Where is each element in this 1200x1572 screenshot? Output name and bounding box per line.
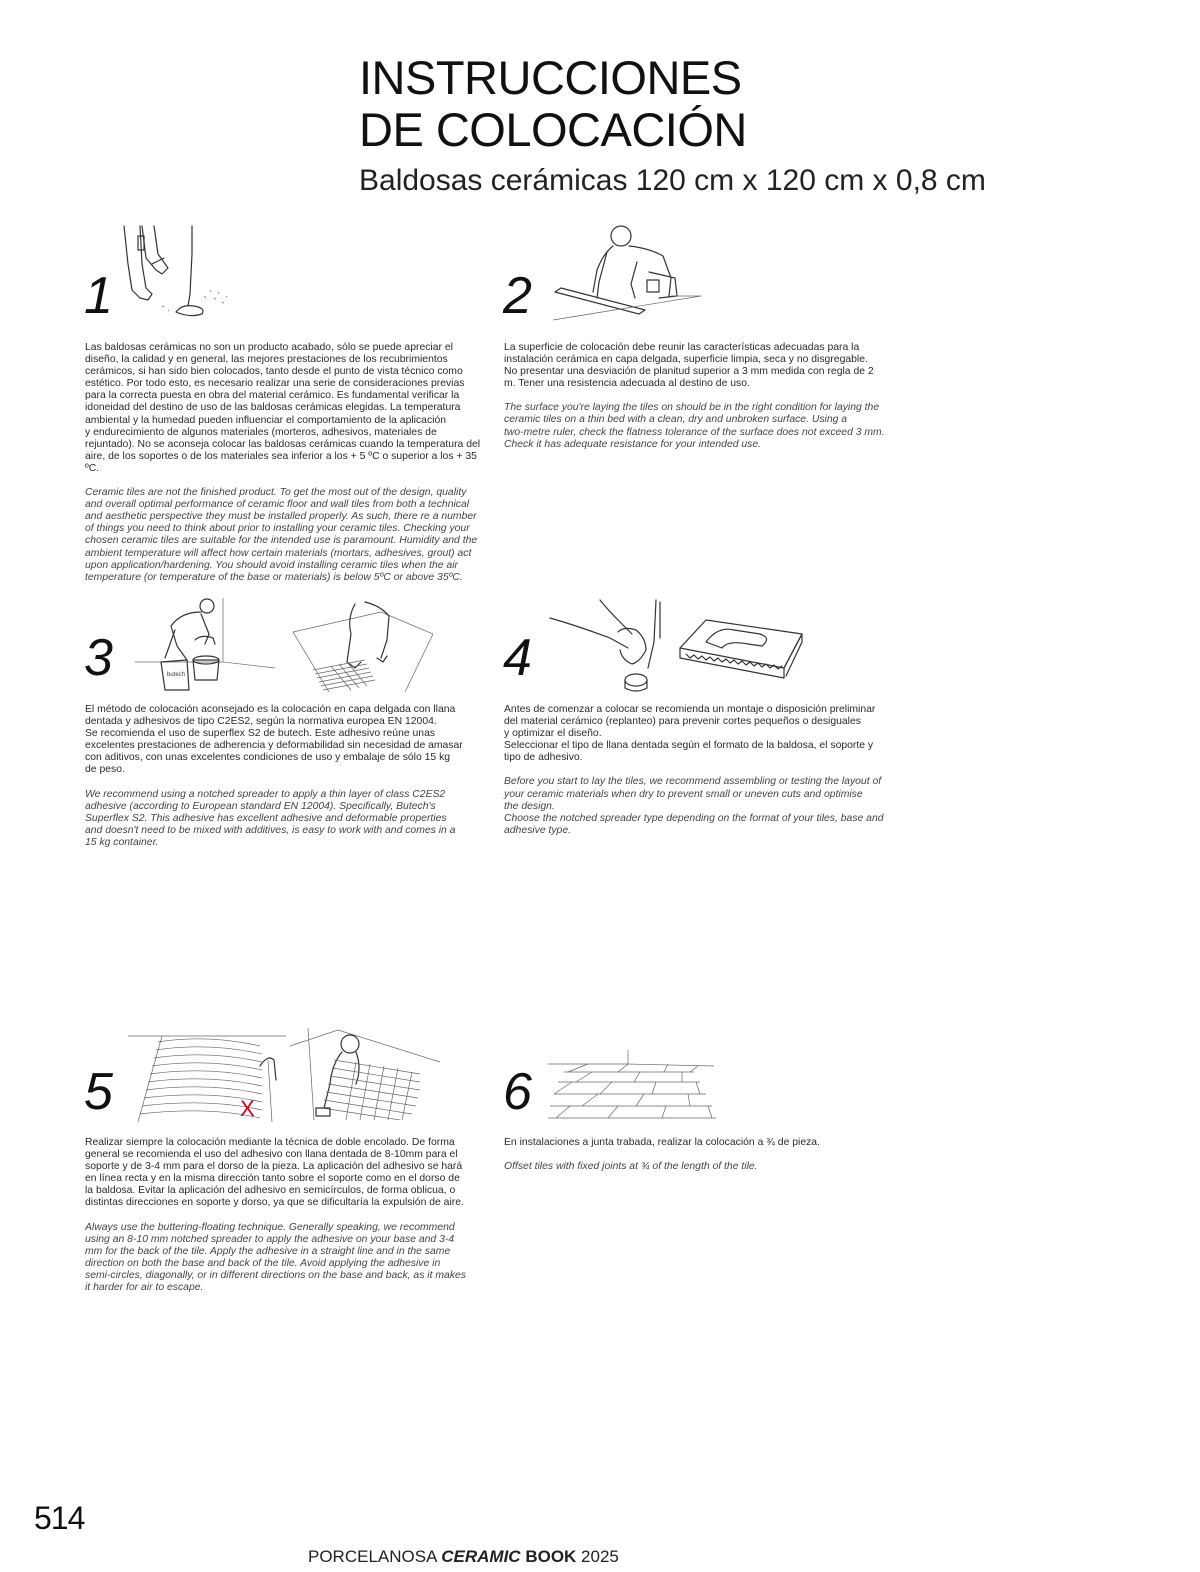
footer-book: BOOK xyxy=(525,1547,577,1566)
worker-spreading-adhesive-illustration xyxy=(293,600,433,692)
step-2-text xyxy=(504,342,909,463)
step-number: 6 xyxy=(503,1063,532,1121)
worker-sweeping-floor-illustration xyxy=(118,224,240,320)
notched-trowel-illustration xyxy=(678,618,806,682)
step-number: 2 xyxy=(503,267,532,325)
worker-spreading-straight-lines-illustration xyxy=(290,1024,440,1120)
title-line-2: DE COLOCACIÓN xyxy=(359,103,747,156)
step-6-es: En instalaciones a junta trabada, realizar la colocación a ¾ de pieza. xyxy=(504,1137,820,1148)
step-6-en: Offset tiles with fixed joints at ¾ of the length of the tile. xyxy=(504,1161,758,1173)
footer-book-italic: CERAMIC xyxy=(441,1547,521,1566)
step-3-es: El método de colocación aconsejado es la colocación en capa delgada con llana dentada y adhesivos de tipo C2ES2, según la normativa europea EN 12004. Se recomienda el uso de superflex S2 de butech. Este adhesivo reúne unas excelentes prestaciones de adherencia y deformabilidad sin necesidad de amasar con aditivos, con unas excelentes condiciones de uso y embalaje de sólo 15 kg de peso. xyxy=(85,704,463,776)
footer-publication xyxy=(308,1547,619,1567)
step-4-es: Antes de comenzar a colocar se recomienda un montaje o disposición preliminar del material cerámico (replanteo) para prevenir cortes pequeños o desiguales y optimizar el diseño. Seleccionar el tipo de llana dentada según el formato de la baldosa, el soporte y tipo de adhesivo. xyxy=(504,704,876,764)
page-number: 514 xyxy=(34,1500,85,1536)
step-6-text xyxy=(504,1137,909,1185)
step-5-en: Always use the buttering-floating technique. Generally speaking, we recommend using an 8-10 mm notched spreader to apply the adhesive on your base and 3-4 mm for the back of the tile. Apply the adhesive in a straight line and in the same direction on both the base and back of the tile. Avoid applying the adhesive in semi-circles, diagonally, or in different directions on the base and back, as it makes it harder for air to escape. xyxy=(85,1221,466,1294)
worker-checking-flatness-illustration xyxy=(553,222,701,334)
step-number: 4 xyxy=(503,629,532,687)
worker-mixing-adhesive-illustration xyxy=(135,596,275,692)
adhesive-semicircle-pattern-illustration xyxy=(128,1030,286,1122)
offset-tile-layout-illustration xyxy=(548,1046,716,1122)
step-3-text xyxy=(85,704,490,861)
step-1-text xyxy=(85,342,490,596)
step-number: 3 xyxy=(84,629,113,687)
step-4-en: Before you start to lay the tiles, we recommend assembling or testing the layout of your ceramic materials when dry to prevent small or uneven cuts and optimise the design. Choose the notched spreader type depending on the format of your tiles, base and adhesive type. xyxy=(504,776,884,836)
hands-measuring-illustration xyxy=(548,598,672,694)
step-number: 5 xyxy=(84,1063,113,1121)
step-3-en: We recommend using a notched spreader to apply a thin layer of class C2ES2 adhesive (according to European standard EN 12004). Specifically, Butech's Superflex S2. This adhesive has excellent adhesive and deformable properties and doesn't need to be mixed with additives, is easy to work with and comes in a 15 kg container. xyxy=(85,788,456,848)
step-5-es: Realizar siempre la colocación mediante la técnica de doble encolado. De forma general se recomienda el uso del adhesivo con llana dentada de 8-10mm para el soporte y de 3-4 mm para el dorso de la pieza. La aplicación del adhesivo se hará en línea recta y en la misma dirección tanto sobre el soporte como en el dorso de la baldosa. Evitar la aplicación del adhesivo en semicírculos, de forma oblicua, o distintas direcciones en soporte y dorso, ya que se dificultaría la expulsión de aire. xyxy=(85,1137,464,1209)
step-2-es: La superficie de colocación debe reunir las características adecuadas para la instalación cerámica en capa delgada, superficie limpia, seca y no disgregable. No presentar una desviación de planitud superior a 3 mm medida con regla de 2 m. Tener una resistencia adecuada al destino de uso. xyxy=(504,342,874,390)
footer-year: 2025 xyxy=(581,1547,619,1566)
footer-brand: PORCELANOSA xyxy=(308,1547,437,1566)
step-1-en: Ceramic tiles are not the finished product. To get the most out of the design, quality and overall optimal performance of ceramic floor and wall tiles from both a technical and aesthetic perspective they must be installed properly. As such, there re a number of things you need to think about prior to installing your ceramic tiles. Checking your chosen ceramic tiles are suitable for the intended use is paramount. Humidity and the ambient temperature will affect how certain materials (mortars, adhesives, grout) act upon application/hardening. You should avoid installing ceramic tiles when the air temperature (or temperature of the base or materials) is below 5ºC or above 35ºC. xyxy=(85,487,478,583)
incorrect-mark: X xyxy=(240,1096,255,1121)
step-number: 1 xyxy=(84,267,113,325)
bag-label: butech xyxy=(167,672,186,678)
page-title xyxy=(359,52,747,156)
page-subtitle: Baldosas cerámicas 120 cm x 120 cm x 0,8 cm xyxy=(359,164,986,197)
title-line-1: INSTRUCCIONES xyxy=(359,51,742,104)
step-1-es: Las baldosas cerámicas no son un producto acabado, sólo se puede apreciar el diseño, la calidad y en general, las mejores prestaciones de los recubrimientos cerámicos, si han sido bien colocados, tanto desde el punto de vista técnico como estético. Por todo esto, es necesario realizar una serie de consideraciones previas para la correcta puesta en obra del material cerámico. Es fundamental verificar la idoneidad del destino de uso de las baldosas cerámicas elegidas. La temperatura ambiental y la humedad pueden influenciar el comportamiento de la aplicación y endurecimiento de algunos materiales (morteros, adhesivos, materiales de rejuntado). No se aconseja colocar las baldosas cerámicas cuando la temperatura del aire, de los soportes o de los materiales sea inferior a los + 5 ºC o superior a los + 35 ºC. xyxy=(85,342,481,474)
step-5-text xyxy=(85,1137,490,1306)
step-2-en: The surface you're laying the tiles on should be in the right condition for laying the ceramic tiles on a thin bed with a clean, dry and unbroken surface. Using a two-metre ruler, check the flatness tolerance of the surface does not exceed 3 mm. Check it has adequate resistance for your intended use. xyxy=(504,402,885,450)
step-4-text xyxy=(504,704,909,849)
